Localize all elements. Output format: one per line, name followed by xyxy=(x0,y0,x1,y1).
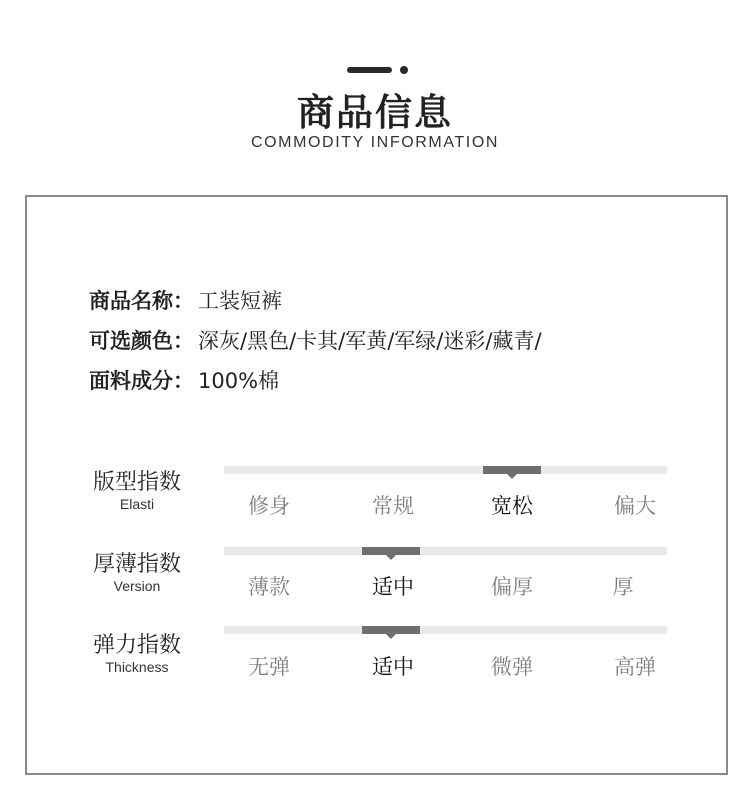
index-title-thickness: 厚薄指数 xyxy=(92,552,181,577)
index-subtitle-elasticity: Thickness xyxy=(105,659,169,675)
page-subtitle: COMMODITY INFORMATION xyxy=(250,134,500,151)
index-track-thickness xyxy=(224,547,667,555)
index-track-fit xyxy=(224,466,667,474)
info-label: 可选颜色： xyxy=(89,329,194,353)
index-subtitle-thickness: Version xyxy=(113,578,161,594)
index-option: 适中 xyxy=(372,655,414,679)
index-option: 常规 xyxy=(372,494,414,518)
index-option: 微弹 xyxy=(491,655,533,679)
index-marker-elasticity xyxy=(362,626,420,634)
info-value: 工装短裤 xyxy=(198,289,282,313)
page-title: 商品信息 xyxy=(297,91,453,134)
index-option: 适中 xyxy=(372,575,414,599)
index-option: 修身 xyxy=(248,494,290,518)
index-track-elasticity xyxy=(224,626,667,634)
index-option: 宽松 xyxy=(491,494,533,518)
index-title-fit: 版型指数 xyxy=(92,470,181,495)
index-option: 偏大 xyxy=(614,494,656,518)
index-marker-fit xyxy=(483,466,541,474)
index-option: 厚 xyxy=(612,575,634,599)
index-marker-thickness xyxy=(362,547,420,555)
index-title-elasticity: 弹力指数 xyxy=(92,633,181,658)
info-label: 面料成分： xyxy=(89,369,194,393)
info-label: 商品名称： xyxy=(89,289,194,313)
index-subtitle-fit: Elasti xyxy=(119,496,155,512)
index-option: 偏厚 xyxy=(491,575,533,599)
index-option: 薄款 xyxy=(248,575,290,599)
index-option: 高弹 xyxy=(614,655,656,679)
info-row-name xyxy=(89,285,282,315)
info-row-colors xyxy=(89,325,542,355)
index-option: 无弹 xyxy=(248,655,290,679)
header-decoration-bar xyxy=(347,67,392,73)
header-decoration-dot xyxy=(400,66,408,74)
info-value: 深灰/黑色/卡其/军黄/军绿/迷彩/藏青/ xyxy=(198,329,542,353)
info-value: 100%棉 xyxy=(198,369,280,393)
info-row-material xyxy=(89,365,279,395)
